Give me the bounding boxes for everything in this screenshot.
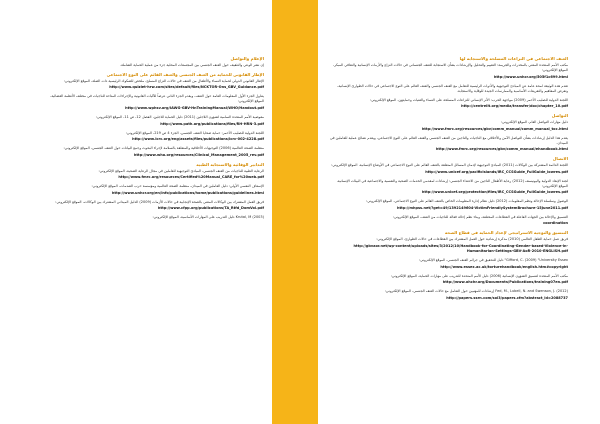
reference-section [328,136,568,153]
reference-link[interactable]: http://www.essex.ac.uk/torturehandbook/english.htm#copyright [440,264,568,269]
section-paragraph: Fed, M., Lubell, N. and Swenson, J. (2012) إرشادات للمهنيين حول التعامل مع حالات العنف الجنسي، الموقع الإلكتروني: [384,289,568,294]
reference-section [42,131,264,143]
section-paragraph: دليل مهارات التواصل العام، الموقع الإلكتروني: [500,120,568,124]
reference-section [42,184,264,196]
left-page-column [42,56,264,224]
section-paragraph: اللجنة الدولية للصليب الأحمر: حماية ضحايا العنف الجنسي، الجزء 4 ص 219، الموقع الإلكتروني: [125,130,264,135]
section-paragraph: يقدم هذا الدليل إرشادات بشأن التواصل الآمن والأخلاقي مع الناجيات والناجين من العنف الجنسي والعنف القائم على النوع الاجتماعي، ويقدم نصائح عملية للعاملين في الميدان. [329,135,568,145]
section-paragraph: تقدم هذه الوثيقة لمحة عامة عن المبادئ التوجيهية والأدوات الرئيسية للتعامل مع العنف الجنسي والعنف القائم على النوع الاجتماعي في حالات الطوارئ الإنسانية، وتعرض المفاهيم والتعريفات الأساسية والممارسات الجيدة للوقاية والاستجابة. [337,83,568,93]
reference-link[interactable]: http://www.unicef.org/pacificislands/IRC_CCSGuide_FullGuide_lowres.pdf [425,169,568,174]
section-paragraph: اللجنة الدولية للصليب الأحمر (2009) مواجهة الحرب: الأثر الإنساني للنزاعات المسلحة على النساء والفتيات وحمايتهن، الموقع الإلكتروني: [369,97,568,102]
reference-section [42,94,264,111]
reference-link[interactable]: http://www.cfpp.org/publications/TA_Rtfd_DomVol.pdf [157,206,264,211]
reference-link[interactable]: http://www.unicef.org/protection/files/IRC_CCSGuide_FullGuide_lowres.pdf [421,190,568,195]
section-heading: التنسيق والتوجيه الاستراتيجي لإعداد الحماية في قطاع الصحة [444,230,568,236]
section-heading: التواصل [551,113,568,119]
reference-section [328,258,568,270]
reference-section [328,289,568,301]
reference-link[interactable]: http://centrelit.org/media/transfer/doc/chapter_10.pdf [461,104,568,109]
reference-link[interactable]: http://www.fmrc.org/resources/Certified%20Manual_CARE_for%20web.pdf [118,175,264,180]
section-paragraph: اللجنة الدائمة المشتركة بين الوكالات (2011) المبادئ التوجيهية لإدمان المسائل المتعلقة بالعنف القائم على النوع الاجتماعي في الأوضاع الإنسانية، الموقع الإلكتروني: [331,163,568,168]
reference-section [42,146,264,158]
reference-link[interactable]: http://www.fmrc.org/resources/gbv/comm_manual/comm_manual_toc.html [421,126,568,131]
reference-section [328,156,568,175]
reference-link[interactable]: http://gbvaor.net/wp-content/uploads/sites/3/2012/10/Handbook-for-Coordinating-Gender-based-Violence-in-Humanitarian-Settings-GBV-AoR-2010-ENGLISH.pdf [353,243,568,253]
section-paragraph: لجنة الإنقاذ الدولية واليونيسف (2012) رعاية الأطفال الناجين من الاعتداء الجنسي: إرشادات لمقدمي الخدمات الصحية والنفسية والاجتماعية في البيئات الإنسانية، الموقع الإلكتروني: [336,178,568,188]
reference-section [42,56,264,68]
section-paragraph: الوصول وسلسلة الإحالة ونظم المعلومات (2012) دليل نظام إدارة المعلومات الخاص بالعنف القائم على النوع الاجتماعي، الموقع الإلكتروني: [366,199,568,204]
reference-link[interactable]: http://www.wphsv.org/IAWG-GBV-HnTrainingManual/WHO/Handout.pdf [125,106,264,110]
section-paragraph: الرعاية الطبية للناجيات من العنف الجنسي، المبادئ التوجيهية للعاملين في مجال الرعاية الصحية، الموقع الإلكتروني: [98,168,264,173]
reference-link[interactable]: http://www.ohchr.org/Documents/Publications/training07en.pdf [442,280,568,285]
right-page-column [328,56,568,305]
section-paragraph: Gifford, C. (2009) "University Essex" دليل للتحقيق في جرائم العنف الجنسي، الموقع الإلكتروني: [418,257,568,262]
reference-link[interactable]: http://www.unhcr.org/505f1c699.html [493,74,568,79]
reference-link[interactable]: http://www.unhcr.org/en/info/publications/home/publications/guidelines.html [111,190,264,195]
gutter-marker-right: ي [572,70,584,85]
reference-link[interactable]: http://www.who.org/resources/Clinical_Management_2005_rev.pdf [133,152,264,157]
section-paragraph: التنسيق والإحالة بين الجهات الفاعلة في القطاعات المختلفة، وبناء نظم إحالة فعالة للناجيات من العنف، الموقع الإلكتروني: [392,214,568,219]
section-paragraph: إن نشر الوعي والتثقيف حول العنف الجنسي بين المجتمعات المحلية جزء من عملية الحماية الشاملة. [119,62,264,67]
section-paragraph: Krutal, M (2003) دليل التدريب على المهارات الأساسية، الموقع الإلكتروني: [152,215,264,220]
reference-section [328,215,568,227]
reference-section [328,274,568,286]
section-paragraph: مكتب الأمم المتحدة لتنسيق الشؤون الإنسانية (2006) دليل الأمم المتحدة للتدريب على مهارات الحماية، الموقع الإلكتروني: [390,273,568,278]
section-paragraph: يتناول الجزء الأول المعلومات العامة حول العنف، ويقدم الجزء الثاني عرضاً للآليات القانونية والإجراءات المتاحة للناجيات في مختلف الأنظمة القضائية، الموقع الإلكتروني: [50,94,264,104]
reference-section [328,230,568,254]
section-paragraph: فريق عمل حماية الطفل العالمي (2010) مذكرة إرشادية حول العمل المشترك بين القطاعات في حالات الطوارئ، الموقع الإلكتروني: [376,237,568,242]
section-paragraph: الإسعاف النفسي الأولي: دليل العاملين في الميدان، منظمة الصحة العالمية ومؤسسة حرب الصدمات، الموقع الإلكتروني: [91,184,264,189]
reference-section [328,56,568,80]
reference-link[interactable]: http://www.quizlet-hrw.com/sites/default/files/NCKTOR-Ons_GBV_Guidance.pdf [109,85,264,90]
reference-section [328,179,568,196]
reference-link[interactable]: http://mhpss.net/?get=49/1392149604-VictimFriendlySystemBrochure-15June2011.pdf [397,205,568,210]
section-heading: الاتصال [552,156,568,162]
reference-link[interactable]: http://www.path.org/publications/files/RH-HRN-3.pdf [160,121,264,126]
section-paragraph: الإطار القانوني الدولي لحماية النساء والأطفال من العنف في حالات النزاع المسلح، ملخص للصكوك الرئيسية ذات الصلة، الموقع الإلكتروني: [63,78,264,83]
reference-section [328,98,568,110]
reference-section [328,199,568,211]
page-number-right: 105 [573,7,583,12]
section-paragraph: مفوضية الأمم المتحدة السامية لشؤون اللاجئين (2011) دليل الحماية للاجئين، الفصل 12، ص 11، الموقع الإلكتروني: [95,115,264,119]
reference-link[interactable]: http://www.fmrc.org/resources/gbv/comm_manual/ehandbook.html [435,147,568,152]
reference-link[interactable]: coordination [543,221,568,226]
page-number-left: 104 [555,7,565,12]
reference-section [42,162,264,181]
section-heading: العنف الاجتماعي في النزاعات المسلحة والاستجابة لها [459,56,568,61]
reference-section [42,215,264,220]
section-heading: التدابير الوقائية والاستجابة الطبية [196,161,264,167]
section-heading: الإطار القانوني للحماية من العنف الجنسي والعنف القائم على النوع الاجتماعي [106,71,264,77]
section-paragraph: مكتب الأمم المتحدة المعني بالمخدرات والجريمة: التقييم والتحليل والإرشادات بشأن الاستجابة للعنف الجنساني في حالات النزاع والأزمات الإنسانية والتعافي المبكر، الموقع الإلكتروني: [333,62,568,72]
reference-section [42,115,264,127]
reference-link[interactable]: http://papers.ssrn.com/sol3/papers.cfm?abstract_id=2088737 [446,295,568,300]
section-heading: الإعلام والتواصل [230,56,264,61]
gutter-marker-left: ي [550,70,562,85]
section-paragraph: منظمة الصحة العالمية (2006) التوجيهات الأخلاقية والمتعلقة بالسلامة لإجراء البحوث وجمع البيانات حول العنف الجنسي، الموقع الإلكتروني: [63,146,264,151]
section-paragraph: فريق العمل المشترك بين الوكالات المعني بالصحة الإنجابية في حالات الأزمات (2009) الدليل الميداني المشترك بين الوكالات، الموقع الإلكتروني: [55,199,264,204]
reference-section [42,200,264,212]
reference-section [42,72,264,91]
reference-section [328,113,568,132]
reference-section [328,84,568,94]
reference-link[interactable]: http://www.icrc.org/eng/assets/files/publications/icrc-002-4228.pdf [132,137,264,142]
